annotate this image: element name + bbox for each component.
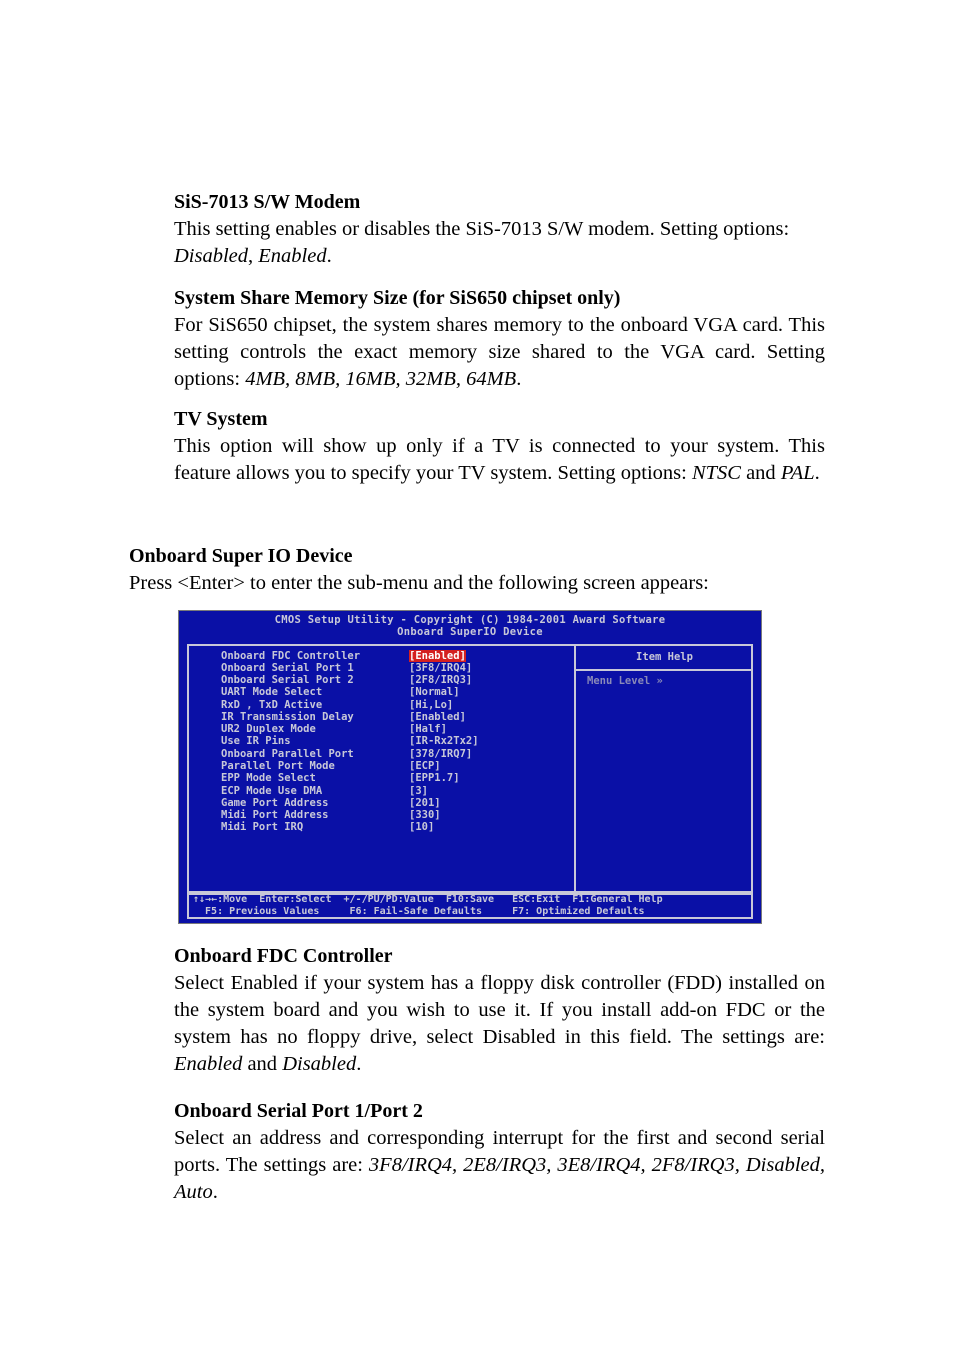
bios-item-label[interactable]: Midi Port Address (221, 809, 329, 821)
section-heading: Onboard Serial Port 1/Port 2 (174, 1100, 423, 1122)
bios-item-label[interactable]: Game Port Address (221, 797, 329, 809)
punctuation: . (326, 245, 332, 267)
bios-item-label[interactable]: Midi Port IRQ (221, 821, 304, 833)
section-heading: System Share Memory Size (for SiS650 chipset only) (174, 287, 621, 309)
section-tv-system (174, 406, 825, 487)
bios-item-label[interactable]: RxD , TxD Active (221, 699, 323, 711)
body-text: Select an address and corresponding interrupt for the first and second serial ports. The settings are: (174, 1127, 825, 1176)
body-text: This setting enables or disables the SiS-7013 S/W modem. Setting options: (174, 218, 790, 240)
bios-menu-level: Menu Level » (587, 675, 663, 687)
section-sis7013-modem (174, 189, 825, 270)
body-text: Select Enabled if your system has a floppy disk controller (FDD) installed on the system board and you wish to use it. If you install add-on FDC or the system has no floppy drive, select Disabled in this field. The settings are: (174, 972, 825, 1048)
section-serial-ports (174, 1098, 825, 1206)
bios-item-label[interactable]: Use IR Pins (221, 735, 291, 747)
option-value: NTSC (691, 462, 741, 484)
option-values: 4MB, 8MB, 16MB, 32MB, 64MB (245, 368, 517, 390)
bios-subtitle: Onboard SuperIO Device (397, 626, 543, 638)
bios-item-value[interactable]: [IR-Rx2Tx2] (409, 735, 479, 747)
punctuation: . (356, 1053, 362, 1075)
bios-item-label[interactable]: UART Mode Select (221, 686, 323, 698)
section-heading: Onboard Super IO Device (129, 545, 353, 567)
section-body (174, 312, 825, 393)
separator: , (248, 245, 259, 267)
bios-item-value[interactable]: [ECP] (409, 760, 441, 772)
section-body (174, 433, 825, 487)
section-body (174, 970, 825, 1078)
bios-item-value[interactable]: [Hi,Lo] (409, 699, 454, 711)
bios-item-label[interactable]: Parallel Port Mode (221, 760, 335, 772)
bios-item-label[interactable]: Onboard Parallel Port (221, 748, 354, 760)
bios-item-value-selected[interactable]: [Enabled] (409, 650, 466, 662)
section-body (174, 216, 825, 270)
bios-item-label[interactable]: ECP Mode Use DMA (221, 785, 323, 797)
bios-item-value[interactable]: [3F8/IRQ4] (409, 662, 473, 674)
bios-item-value[interactable]: [10] (409, 821, 435, 833)
bios-item-value[interactable]: [Normal] (409, 686, 460, 698)
bios-item-value[interactable]: [201] (409, 797, 441, 809)
bios-item-label[interactable]: EPP Mode Select (221, 772, 316, 784)
punctuation: . (212, 1181, 218, 1203)
bios-title: CMOS Setup Utility - Copyright (C) 1984-2001 Award Software (274, 614, 666, 626)
bios-item-label[interactable]: IR Transmission Delay (221, 711, 354, 723)
bios-help-title: Item Help (636, 651, 693, 663)
bios-item-label[interactable]: Onboard Serial Port 2 (221, 674, 354, 686)
option-value: Enabled (258, 245, 327, 267)
section-fdc-controller (174, 943, 825, 1078)
option-value: Disabled (174, 245, 249, 267)
option-value: Enabled (174, 1053, 243, 1075)
section-super-io (129, 543, 825, 597)
body-text: This option will show up only if a TV is connected to your system. This feature allows you to specify your TV system. Setting options: (174, 435, 825, 484)
bios-footer-defaults: F5: Previous Values F6: Fail-Safe Defaults F7: Optimized Defaults (193, 906, 645, 917)
body-text: and (740, 462, 781, 484)
punctuation: . (516, 368, 522, 390)
option-value: PAL (780, 462, 815, 484)
body-text: and (242, 1053, 283, 1075)
bios-item-value[interactable]: [Enabled] (409, 711, 466, 723)
section-share-memory (174, 285, 825, 393)
bios-item-label[interactable]: UR2 Duplex Mode (221, 723, 316, 735)
bios-item-value[interactable]: [378/IRQ7] (409, 748, 473, 760)
section-heading: SiS-7013 S/W Modem (174, 191, 361, 213)
bios-setup-screenshot (178, 610, 762, 924)
bios-item-label[interactable]: Onboard FDC Controller (221, 650, 361, 662)
section-heading: Onboard FDC Controller (174, 945, 393, 967)
bios-footer-keys: ↑↓→←:Move Enter:Select +/-/PU/PD:Value F10:Save ESC:Exit F1:General Help (193, 894, 663, 905)
bios-item-value[interactable]: [EPP1.7] (409, 772, 460, 784)
section-heading: TV System (174, 408, 268, 430)
section-body: Press <Enter> to enter the sub-menu and the following screen appears: (129, 572, 709, 594)
bios-item-label[interactable]: Onboard Serial Port 1 (221, 662, 354, 674)
section-body (174, 1125, 825, 1206)
option-value: Disabled (282, 1053, 357, 1075)
bios-divider (574, 644, 576, 895)
option-values: 3F8/IRQ4, 2E8/IRQ3, 3E8/IRQ4, 2F8/IRQ3, Disabled, Auto (174, 1154, 825, 1203)
bios-help-separator (576, 669, 753, 671)
bios-item-value[interactable]: [3] (409, 785, 428, 797)
punctuation: . (814, 462, 820, 484)
body-text: For SiS650 chipset, the system shares memory to the onboard VGA card. This setting controls the exact memory size shared to the VGA card. Setting options: (174, 314, 825, 390)
bios-item-value[interactable]: [Half] (409, 723, 447, 735)
bios-item-value[interactable]: [2F8/IRQ3] (409, 674, 473, 686)
bios-item-value[interactable]: [330] (409, 809, 441, 821)
